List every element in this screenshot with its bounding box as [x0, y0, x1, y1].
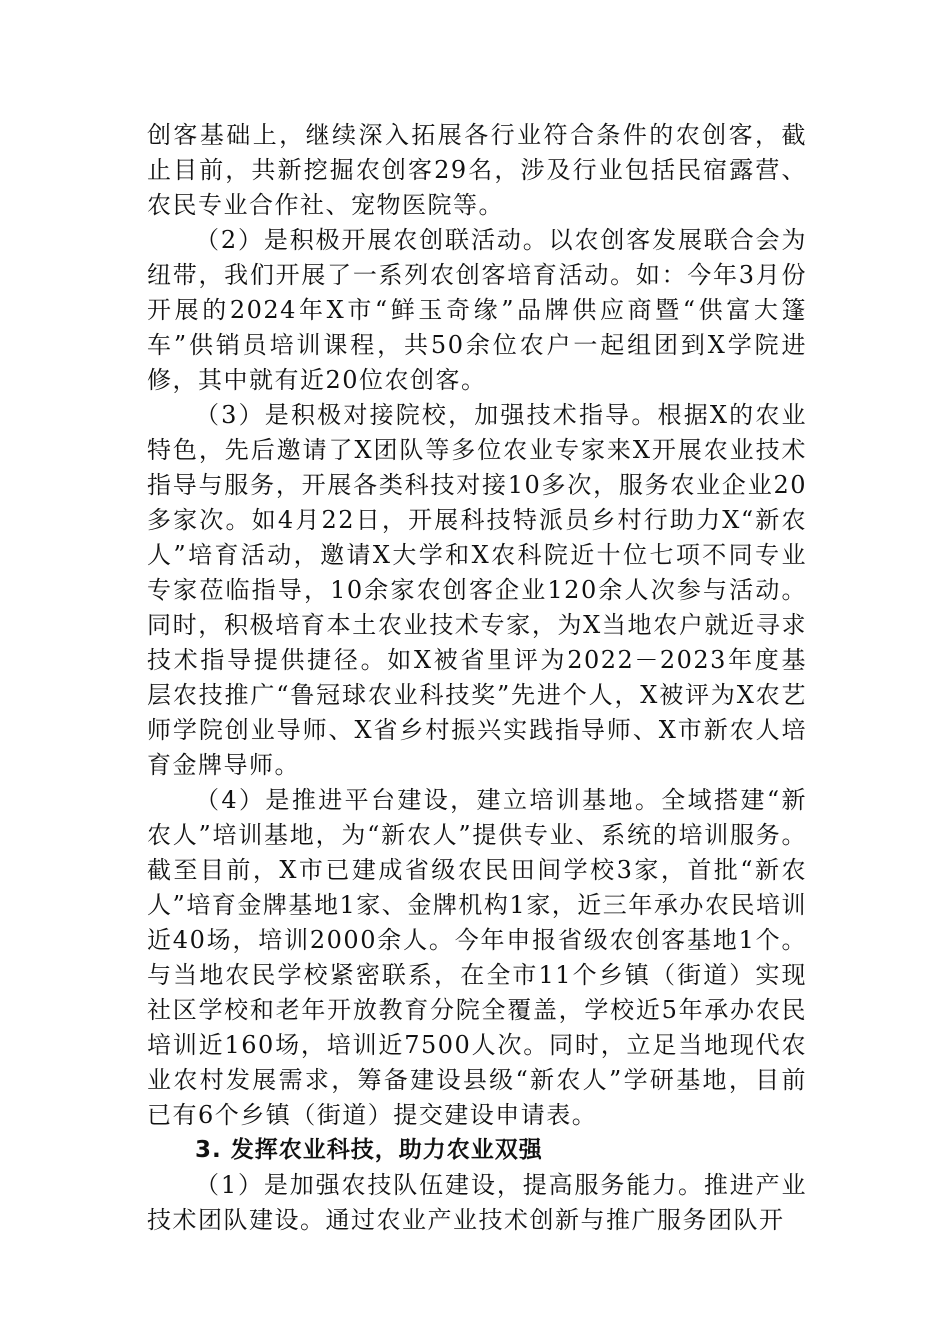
paragraph-section3-item-1: （1）是加强农技队伍建设，提高服务能力。推进产业技术团队建设。通过农业产业技术创新与推广服务团队开	[147, 1171, 807, 1234]
document-page	[147, 118, 807, 1238]
paragraph-item-4: （4）是推进平台建设，建立培训基地。全域搭建“新农人”培训基地，为“新农人”提供专业、系统的培训服务。截至目前，X市已建成省级农民田间学校3家，首批“新农人”培育金牌基地1家、金牌机构1家，近三年承办农民培训近40场，培训2000余人。今年申报省级农创客基地1个。与当地农民学校紧密联系，在全市11个乡镇（街道）实现社区学校和老年开放教育分院全覆盖，学校近5年承办农民培训近160场，培训近7500人次。同时，立足当地现代农业农村发展需求，筹备建设县级“新农人”学研基地，目前已有6个乡镇（街道）提交建设申请表。	[147, 786, 807, 1129]
paragraph-item-2: （2）是积极开展农创联活动。以农创客发展联合会为纽带，我们开展了一系列农创客培育活动。如：今年3月份开展的2024年X市“鲜玉奇缘”品牌供应商暨“供富大篷车”供销员培训课程，共50余位农户一起组团到X学院进修，其中就有近20位农创客。	[147, 226, 807, 394]
section-heading: 3. 发挥农业科技，助力农业双强	[195, 1137, 543, 1163]
paragraph-item-3: （3）是积极对接院校，加强技术指导。根据X的农业特色，先后邀请了X团队等多位农业专家来X开展农业技术指导与服务，开展各类科技对接10多次，服务农业企业20多家次。如4月22日，开展科技特派员乡村行助力X“新农人”培育活动，邀请X大学和X农科院近十位七项不同专业专家莅临指导，10余家农创客企业120余人次参与活动。同时，积极培育本土农业技术专家，为X当地农户就近寻求技术指导提供捷径。如X被省里评为2022－2023年度基层农技推广“鲁冠球农业科技奖”先进个人，X被评为X农艺师学院创业导师、X省乡村振兴实践指导师、X市新农人培育金牌导师。	[147, 401, 807, 779]
paragraph-intro: 创客基础上，继续深入拓展各行业符合条件的农创客，截止目前，共新挖掘农创客29名，涉及行业包括民宿露营、农民专业合作社、宠物医院等。	[147, 121, 807, 219]
